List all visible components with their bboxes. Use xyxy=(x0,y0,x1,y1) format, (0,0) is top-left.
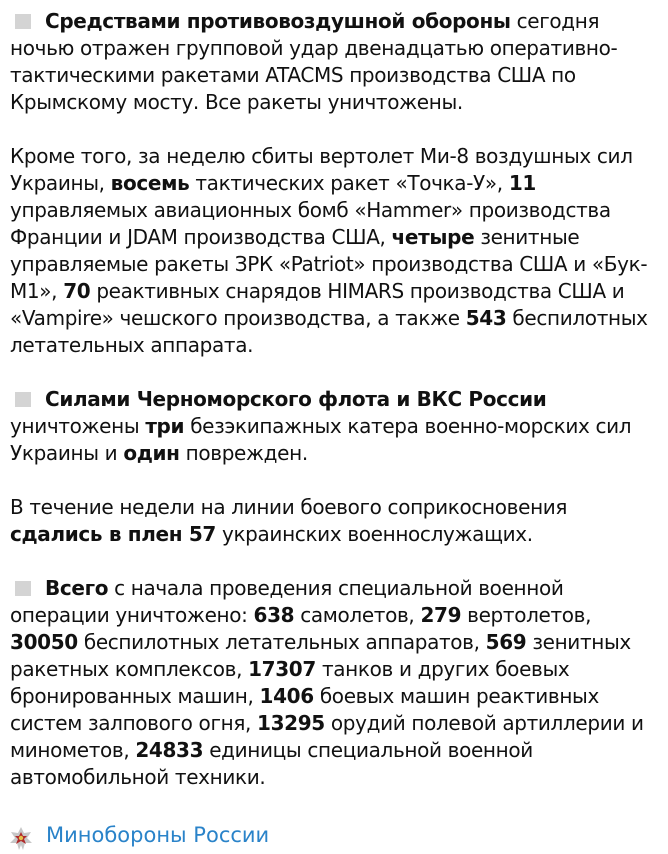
bold-text: Средствами противовоздушной обороны xyxy=(45,9,511,33)
text: зенитных ракетных комплексов, xyxy=(10,630,631,681)
paragraph-total-losses xyxy=(10,575,662,791)
bold-text: 569 xyxy=(485,630,527,654)
bold-text: 543 xyxy=(465,306,507,330)
source-label: Минобороны России xyxy=(46,823,270,847)
text: поврежден. xyxy=(179,441,308,465)
mod-emblem-icon xyxy=(6,824,36,854)
paragraph-weekly-summary xyxy=(10,143,662,359)
bold-text: восемь xyxy=(110,171,190,195)
text: вертолетов, xyxy=(461,603,592,627)
bold-text: 279 xyxy=(420,603,462,627)
text: беспилотных летательных аппарата. xyxy=(10,306,648,357)
post-body xyxy=(10,8,662,791)
paragraph-air-defense xyxy=(10,8,662,116)
paragraph-black-sea-fleet xyxy=(10,386,662,467)
text: танков и других боевых бронированных машин, xyxy=(10,657,570,708)
bold-text: 13295 xyxy=(257,711,325,735)
bold-text: Силами Черноморского флота и ВКС России xyxy=(45,387,547,411)
text: Кроме того, за неделю сбиты вертолет Ми-8 воздушных сил Украины, xyxy=(10,144,633,195)
bold-text: 638 xyxy=(253,603,295,627)
text: безэкипажных катера военно-морских сил Украины и xyxy=(10,414,632,465)
text: беспилотных летательных аппаратов, xyxy=(77,630,486,654)
text: уничтожены xyxy=(10,414,146,438)
square-bullet-icon xyxy=(15,392,31,407)
text: орудий полевой артиллерии и минометов, xyxy=(10,711,644,762)
bold-text: три xyxy=(145,414,185,438)
paragraph-surrender xyxy=(10,494,662,548)
square-bullet-icon xyxy=(15,581,31,596)
text: украинских военнослужащих. xyxy=(215,522,533,546)
bold-text: 24833 xyxy=(135,738,204,762)
text: боевых машин реактивных систем залпового огня, xyxy=(10,684,599,735)
bold-text: четыре xyxy=(391,225,475,249)
source-link[interactable] xyxy=(6,822,269,854)
text: самолетов, xyxy=(294,603,421,627)
bold-text: 11 xyxy=(508,171,536,195)
bold-text: 17307 xyxy=(248,657,316,681)
square-bullet-icon xyxy=(15,14,31,29)
bold-text: Всего xyxy=(45,576,109,600)
bold-text: 1406 xyxy=(259,684,314,708)
text: управляемых авиационных бомб «Hammer» производства Франции и JDAM производства США, xyxy=(10,198,611,249)
text: тактических ракет «Точка-У», xyxy=(189,171,509,195)
text: с начала проведения специальной военной операции уничтожено: xyxy=(10,576,564,627)
text: сегодня ночью отражен групповой удар двенадцатью оперативно-тактическими ракетами ATACMS производства США по Крымскому мосту. Все ракеты уничтожены. xyxy=(10,9,618,114)
bold-text: 70 xyxy=(63,279,91,303)
bold-text: 30050 xyxy=(10,630,78,654)
text: единицы специальной военной автомобильной техники. xyxy=(10,738,533,789)
text: В течение недели на линии боевого соприкосновения xyxy=(10,495,568,519)
text: реактивных снарядов HIMARS производства США и «Vampire» чешского производства, а также xyxy=(10,279,625,330)
bold-text: один xyxy=(123,441,180,465)
text: зенитные управляемые ракеты ЗРК «Patriot» производства США и «Бук-М1», xyxy=(10,225,648,303)
bold-text: сдались в плен 57 xyxy=(10,522,216,546)
